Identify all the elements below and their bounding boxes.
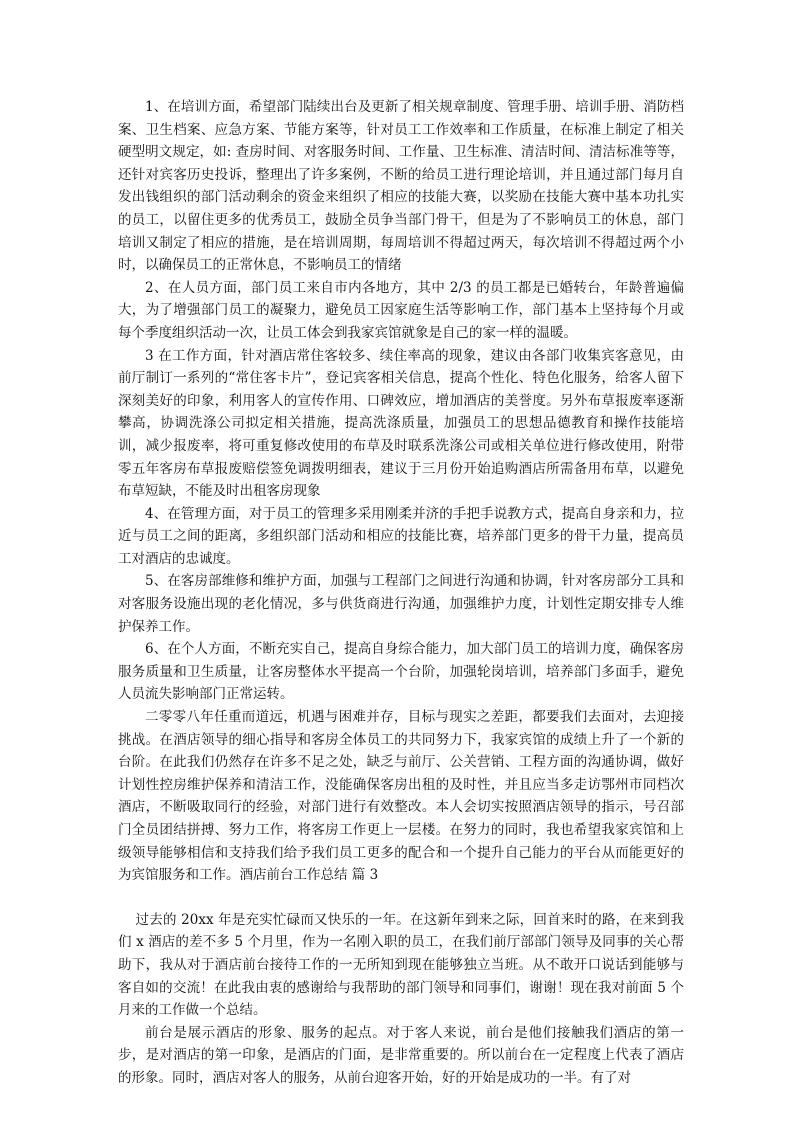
paragraph-outlook: 二零零八年任重而道远，机遇与困难并存，目标与现实之差距，都要我们去面对，去迎接挑战。在酒店领导的细心指导和客房全体员工的共同努力下，我家宾馆的成绩上升了一个新的台阶。在此我们仍然存在许多不足之处，缺乏与前厅、公关营销、工程方面的沟通协调，做好计划性控房维护保养和清洁工作，没能确保客房出租的及时性，并且应当多走访鄂州市同档次酒店，不断吸取同行的经验，对部门进行有效整改。本人会切实按照酒店领导的指示，号召部门全员团结拼搏、努力工作，将客房工作更上一层楼。在努力的同时，我也希望我家宾馆和上级领导能够相信和支持我们给予我们员工更多的配合和一个提升自己能力的平台从而能更好的为宾馆服务和工作。酒店前台工作总结 篇 3	[118, 709, 684, 884]
paragraph-front-desk: 前台是展示酒店的形象、服务的起点。对于客人来说，前台是他们接触我们酒店的第一步，是对酒店的第一印象，是酒店的门面，是非常重要的。所以前台在一定程度上代表了酒店的形象。同时，酒店对客人的服务，从前台迎客开始，好的开始是成功的一半。有了对	[118, 1024, 684, 1086]
paragraph-personnel: 2、在人员方面，部门员工来自市内各地方，其中 2/3 的员工都是已婚转台，年龄普遍偏大，为了增强部门员工的凝聚力，避免员工因家庭生活等影响工作，部门基本上坚持每个月或每个季度组织活动一次，让员工体会到我家宾馆就象是自己的家一样的温暖。	[118, 279, 684, 341]
paragraph-training: 1、在培训方面，希望部门陆续出台及更新了相关规章制度、管理手册、培训手册、消防档案、卫生档案、应急方案、节能方案等，针对员工工作效率和工作质量，在标准上制定了相关硬型明文规定，如: 查房时间、对客服务时间、工作量、卫生标准、清洁时间、清洁标准等等，还针对宾客历史投诉，整理出了许多案例，不断的给员工进行理论培训，并且通过部门每月自发出钱组织的部门活动剩余的资金来组织了相应的技能大赛，以奖励在技能大赛中基本功扎实的员工，以留住更多的优秀员工，鼓励全员争当部门骨干，但是为了不影响员工的休息，部门培训又制定了相应的措施，是在培训周期，每周培训不得超过两天，每次培训不得超过两个小时，以确保员工的正常休息，不影响员工的情绪	[118, 99, 684, 274]
paragraph-maintenance: 5、在客房部维修和维护方面，加强与工程部门之间进行沟通和协调，针对客房部分工具和对客服务设施出现的老化情况，多与供货商进行沟通，加强维护力度，计划性定期安排专人维护保养工作。	[118, 573, 684, 635]
paragraph-personal: 6、在个人方面，不断充实自己，提高自身综合能力，加大部门员工的培训力度，确保客房服务质量和卫生质量，让客房整体水平提高一个台阶，加强轮岗培训，培养部门多面手，避免人员流失影响部门正常运转。	[118, 641, 684, 703]
paragraph-work: 3 在工作方面，针对酒店常住客较多、续住率高的现象，建议由各部门收集宾客意见，由前厅制订一系列的“常住客卡片”，登记宾客相关信息，提高个性化、特色化服务，给客人留下深刻美好的印象，利用客人的宣传作用、口碑效应，增加酒店的美誉度。另外布草报废率逐渐攀高，协调洗涤公司拟定相关措施，提高洗涤质量，加强员工的思想品德教育和操作技能培训，减少报废率，将可重复修改使用的布草及时联系洗涤公司或相关单位进行修改使用，附带零五年客房布草报废赔偿签免调拨明细表，建议于三月份开始追购酒店所需备用布草，以避免布草短缺，不能及时出租客房现象	[118, 347, 684, 500]
document-page	[118, 96, 684, 1090]
paragraph-past-year: 过去的 20xx 年是充实忙碌而又快乐的一年。在这新年到来之际，回首来时的路，在来到我们 x 酒店的差不多 5 个月里，作为一名刚入职的员工，在我们前厅部部门领导及同事的关心帮助下，我从对于酒店前台接待工作的一无所知到现在能够独立当班。从不敢开口说话到能够与客自如的交流！在此我由衷的感谢给与我帮助的部门领导和同事们，谢谢！现在我对前面 5 个月来的工作做一个总结。	[118, 911, 684, 1019]
paragraph-management: 4、在管理方面，对于员工的管理多采用刚柔并济的手把手说教方式，提高自身亲和力，拉近与员工之间的距离，多组织部门活动和相应的技能比赛，培养部门更多的骨干力量，提高员工对酒店的忠诚度。	[118, 505, 684, 567]
